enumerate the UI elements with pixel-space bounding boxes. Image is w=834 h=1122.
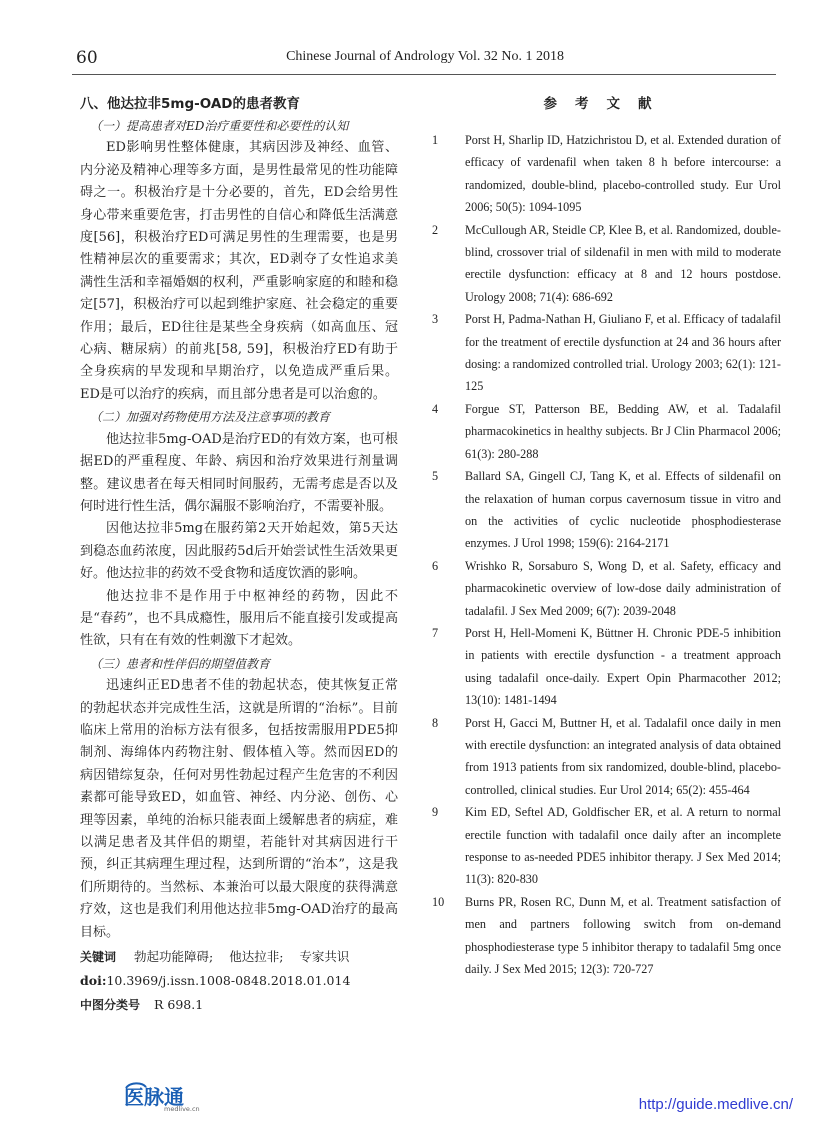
- section-title: 八、他达拉非5mg-OAD的患者教育: [80, 96, 300, 112]
- clc-label: 中图分类号: [80, 998, 141, 1013]
- medlive-logo: [120, 1079, 220, 1113]
- doi-line: [80, 970, 398, 992]
- subsection-1-title: （一）提高患者对ED治疗重要性和必要性的认知: [90, 119, 349, 133]
- clc-line: [80, 994, 398, 1016]
- reference-text: Burns PR, Rosen RC, Dunn M, et al. Treatment satisfaction of men and partners following switch from on-demand phosphodiesterase type 5 inhibitor therapy to tadalafil 5mg once daily. J Sex Med 2015; 12(3): 720-727: [465, 894, 781, 977]
- reference-number: 1: [432, 133, 439, 147]
- reference-text: Ballard SA, Gingell CJ, Tang K, et al. Effects of sildenafil on the relaxation of human corpus cavernosum tissue in vitro and on the activities of cyclic nucleotide phosphodiesterase enzymes. J Urol 1998; 159(6): 2164-2171: [465, 469, 781, 551]
- reference-list: [432, 129, 781, 980]
- paragraph-5: 迅速纠正ED患者不佳的勃起状态，使其恢复正常的勃起状态并完成性生活，这就是所谓的“治标”。目前临床上常用的治标方法有很多，包括按需服用PDE5抑制剂、海绵体内药物注射、假体植入等。然而因ED的病因错综复杂，任何对男性勃起过程产生危害的不利因素都可能导致ED，如血管、神经、内分泌、创伤、心理等因素，单纯的治标只能表面上缓解患者的病症，难以满足患者及其伴侣的期望，若能针对其病因进行干预，纠正其病理生理过程，达到所谓的“治本”，这是我们所期待的。当然标、本兼治可以最大限度的获得满意疗效，这也是我们利用他达拉非5mg-OAD治疗的最高目标。: [80, 678, 398, 940]
- logo-subtext: medlive.cn: [164, 1105, 200, 1113]
- header-rule: [72, 74, 776, 75]
- reference-text: Porst H, Gacci M, Buttner H, et al. Tadalafil once daily in men with erectile dysfunction: an integrated analysis of data obtained from 1913 patients from six randomized, double-blind, placebo-controlled, clinical studies. Eur Urol 2014; 65(2): 455-464: [465, 715, 781, 797]
- reference-number: 5: [432, 469, 439, 484]
- reference-item: [432, 219, 781, 309]
- subsection-2-title: （二）加强对药物使用方法及注意事项的教育: [90, 410, 331, 425]
- journal-header: Chinese Journal of Andrology Vol. 32 No. 1 2018: [286, 49, 564, 64]
- references-title: 参考文献: [543, 96, 670, 112]
- reference-item: [432, 555, 781, 622]
- keyword: 他达拉非;: [229, 949, 284, 965]
- paragraph-2: 他达拉非5mg-OAD是治疗ED的有效方案，也可根据ED的严重程度、年龄、病因和治疗效果进行剂量调整。建议患者在每天相同时间服药，无需考虑是否以及何时进行性生活，偶尔漏服不影响治疗，不需要补服。: [80, 431, 398, 514]
- left-column: [80, 93, 398, 1016]
- reference-text: Porst H, Padma-Nathan H, Giuliano F, et al. Efficacy of tadalafil for the treatment of erectile dysfunction at 24 and 36 hours after dosing: a randomized controlled trial. Urology 2003; 62(1): 121-125: [465, 312, 781, 394]
- reference-item: [432, 622, 781, 712]
- reference-number: 9: [432, 805, 439, 820]
- paragraph-3: 因他达拉非5mg在服药第2天开始起效，第5天达到稳态血药浓度，因此服药5d后开始尝试性生活效果更好。他达拉非的药效不受食物和适度饮酒的影响。: [80, 521, 398, 582]
- doi-value: 10.3969/j.issn.1008-0848.2018.01.014: [106, 973, 351, 989]
- clc-value: R 698.1: [154, 997, 204, 1013]
- reference-item: [432, 129, 781, 219]
- paragraph-1: ED影响男性整体健康，其病因涉及神经、血管、内分泌及精神心理等多方面，是男性最常见的性功能障碍之一。积极治疗是十分必要的，首先，ED会给男性身心带来重要危害，打击男性的自信心和降低生活满意度[56]，积极治疗ED可满足男性的生理需要，也是男性精神层次的重要需求；其次，ED剥夺了女性追求美满性生活和幸福婚姻的权利，严重影响家庭的和睦和稳定[57]，积极治疗可以起到维护家庭、社会稳定的重要作用；最后，ED往往是某些全身疾病（如高血压、冠心病、糖尿病）的前兆[58, 59]，积极治疗ED有助于全身疾病的早发现和早期治疗，以免造成严重后果。ED是可以治疗的疾病，而且部分患者是可以治愈的。: [80, 140, 398, 402]
- reference-number: 10: [432, 894, 445, 909]
- reference-text: Wrishko R, Sorsaburo S, Wong D, et al. Safety, efficacy and pharmacokinetic overview of low-dose daily administration of tadalafil. J Sex Med 2009; 6(7): 2039-2048: [465, 558, 781, 618]
- reference-number: 8: [432, 715, 439, 730]
- reference-item: [432, 308, 781, 398]
- keywords: [80, 946, 398, 968]
- reference-number: 3: [432, 312, 439, 327]
- keywords-label: 关键词: [80, 950, 117, 965]
- keyword: 勃起功能障碍;: [134, 949, 214, 965]
- reference-text: McCullough AR, Steidle CP, Klee B, et al. Randomized, double-blind, crossover trial of sildenafil in men with mild to moderate erectile dysfunction: efficacy at 8 and 12 hours postdose. Urology 2008; 71(4): 686-692: [465, 222, 781, 304]
- logo-text: 医脉通: [124, 1085, 184, 1109]
- page-number: 60: [76, 48, 98, 68]
- reference-text: Porst H, Sharlip ID, Hatzichristou D, et al. Extended duration of efficacy of vardenafil when taken 8 h before intercourse: a randomized, double-blind, placebo-controlled study. Eur Urol 2006; 50(5): 1094-1095: [465, 133, 781, 215]
- reference-text: Kim ED, Seftel AD, Goldfischer ER, et al. A return to normal erectile function with tadalafil once daily after an incomplete response to as-needed PDE5 inhibitor therapy. J Sex Med 2014; 11(3): 820-830: [465, 805, 781, 887]
- reference-number: 6: [432, 558, 439, 573]
- reference-item: [432, 465, 781, 555]
- reference-item: [432, 801, 781, 891]
- reference-text: Forgue ST, Patterson BE, Bedding AW, et al. Tadalafil pharmacokinetics in healthy subjects. Br J Clin Pharmacol 2006; 61(3): 280-288: [465, 401, 781, 461]
- footer-url-link[interactable]: http://guide.medlive.cn/: [638, 1096, 793, 1113]
- reference-number: 4: [432, 401, 439, 416]
- reference-item: [432, 398, 781, 465]
- subsection-3-title: （三）患者和性伴侣的期望值教育: [90, 656, 271, 671]
- references-column: [432, 93, 781, 980]
- paragraph-4: 他达拉非不是作用于中枢神经的药物，因此不是“春药”，也不具成瘾性，服用后不能直接引发或提高性欲，只有在有效的性刺激下才起效。: [80, 588, 398, 649]
- reference-text: Porst H, Hell-Momeni K, Büttner H. Chronic PDE-5 inhibition in patients with erectile dysfunction - a treatment approach using tadalafil once-daily. Expert Opin Pharmacother 2012; 13(10): 1481-1494: [465, 625, 781, 708]
- reference-number: 7: [432, 625, 439, 640]
- reference-item: [432, 891, 781, 981]
- keyword: 专家共识: [299, 949, 350, 965]
- reference-number: 2: [432, 222, 439, 237]
- reference-item: [432, 712, 781, 802]
- doi-label: doi:: [80, 973, 107, 989]
